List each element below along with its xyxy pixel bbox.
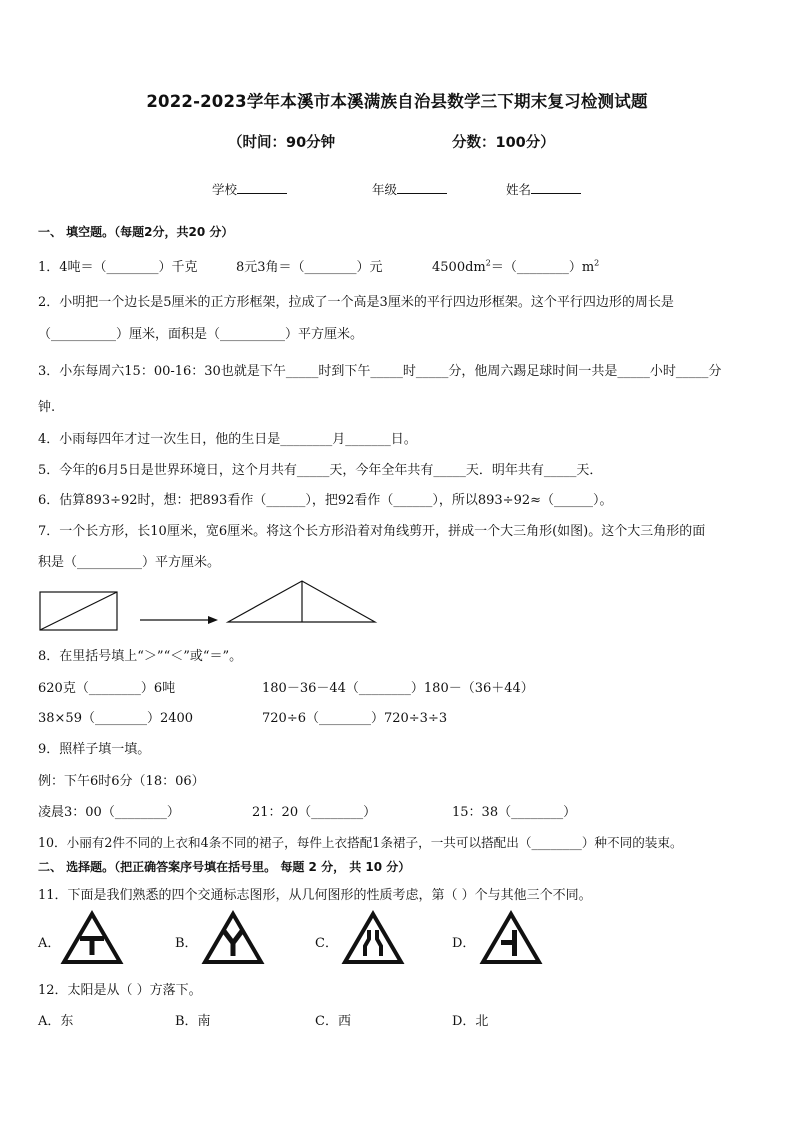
question-7-line1: 7．一个长方形，长10厘米，宽6厘米。将这个长方形沿着对角线剪开，拼成一个大三角形(如图)。这个大三角形的面: [38, 524, 706, 539]
question-11-stem: 11．下面是我们熟悉的四个交通标志图形，从几何图形的性质考虑，第（ ）个与其他三个不同。: [38, 888, 592, 903]
question-2-line2: （__________）厘米，面积是（__________）平方厘米。: [38, 327, 364, 342]
question-12-option-c: C．西: [315, 1014, 351, 1029]
section-choice-heading: 二、 选择题。（把正确答案序号填在括号里。 每题 2 分， 共 10 分）: [38, 860, 411, 874]
question-9-example: 例：下午6时6分（18：06）: [38, 774, 205, 789]
question-1b: 8元3角＝（________）元: [236, 260, 383, 275]
t-junction-sign-icon: [62, 912, 122, 964]
option-b-label: B．: [175, 936, 198, 951]
question-1a: 1．4吨＝（________）千克: [38, 260, 198, 275]
question-5: 5．今年的6月5日是世界环境日，这个月共有_____天，今年全年共有_____天．明年共有_____天．: [38, 463, 603, 478]
question-6: 6．估算893÷92时，想：把893看作（______），把92看作（______），所以893÷92≈（______）。: [38, 493, 613, 508]
question-12-option-a: A．东: [38, 1014, 74, 1029]
question-8d: 720÷6（________）720÷3÷3: [262, 711, 448, 726]
option-a-label: A．: [38, 936, 61, 951]
option-c-label: C．: [315, 936, 338, 951]
question-3-line2: 钟.: [38, 400, 56, 415]
question-3-line1: 3．小东每周六15：00-16：30也就是下午_____时到下午_____时_____分，他周六踢足球时间一共是_____小时_____分: [38, 364, 722, 379]
question-4: 4．小雨每四年才过一次生日，他的生日是________月_______日。: [38, 432, 417, 447]
question-9a: 凌晨3：00（________）: [38, 805, 180, 820]
question-8c: 38×59（________）2400: [38, 711, 194, 726]
school-field: 学校: [212, 180, 287, 198]
section-fill-blank-heading: 一、 填空题。（每题2分，共20 分）: [38, 225, 234, 239]
side-road-sign-icon: [481, 912, 541, 964]
option-d-label: D．: [452, 936, 476, 951]
question-7-line2: 积是（__________）平方厘米。: [38, 555, 221, 570]
exam-time: （时间：90分钟: [228, 135, 336, 151]
exam-score: 分数：100分）: [452, 135, 555, 151]
y-junction-sign-icon: [203, 912, 263, 964]
question-10: 10．小丽有2件不同的上衣和4条不同的裙子，每件上衣搭配1条裙子，一共可以搭配出（________）种不同的装束。: [38, 835, 683, 850]
road-narrows-sign-icon: [343, 912, 403, 964]
question-9c: 15：38（________）: [452, 805, 577, 820]
question-12-option-d: D．北: [452, 1014, 489, 1029]
question-9b: 21：20（________）: [252, 805, 377, 820]
name-field: 姓名: [506, 180, 581, 198]
question-8a: 620克（________）6吨: [38, 681, 176, 696]
question-12-option-b: B．南: [175, 1014, 211, 1029]
question-9-heading: 9．照样子填一填。: [38, 742, 151, 757]
question-12-stem: 12．太阳是从（ ）方落下。: [38, 983, 202, 998]
question-8-heading: 8．在里括号填上“＞”“＜”或“＝”。: [38, 649, 243, 664]
page-title: 2022-2023学年本溪市本溪满族自治县数学三下期末复习检测试题: [146, 92, 648, 111]
grade-field: 年级: [372, 180, 447, 198]
question-2-line1: 2．小明把一个边长是5厘米的正方形框架，拉成了一个高是3厘米的平行四边形框架。这个平行四边形的周长是: [38, 295, 674, 310]
question-8b: 180－36－44（________）180－（36＋44）: [262, 681, 534, 696]
question-1c: $4500dm^2=(\_\_\_\_\_\_\_\_)m^2$: [432, 258, 600, 275]
